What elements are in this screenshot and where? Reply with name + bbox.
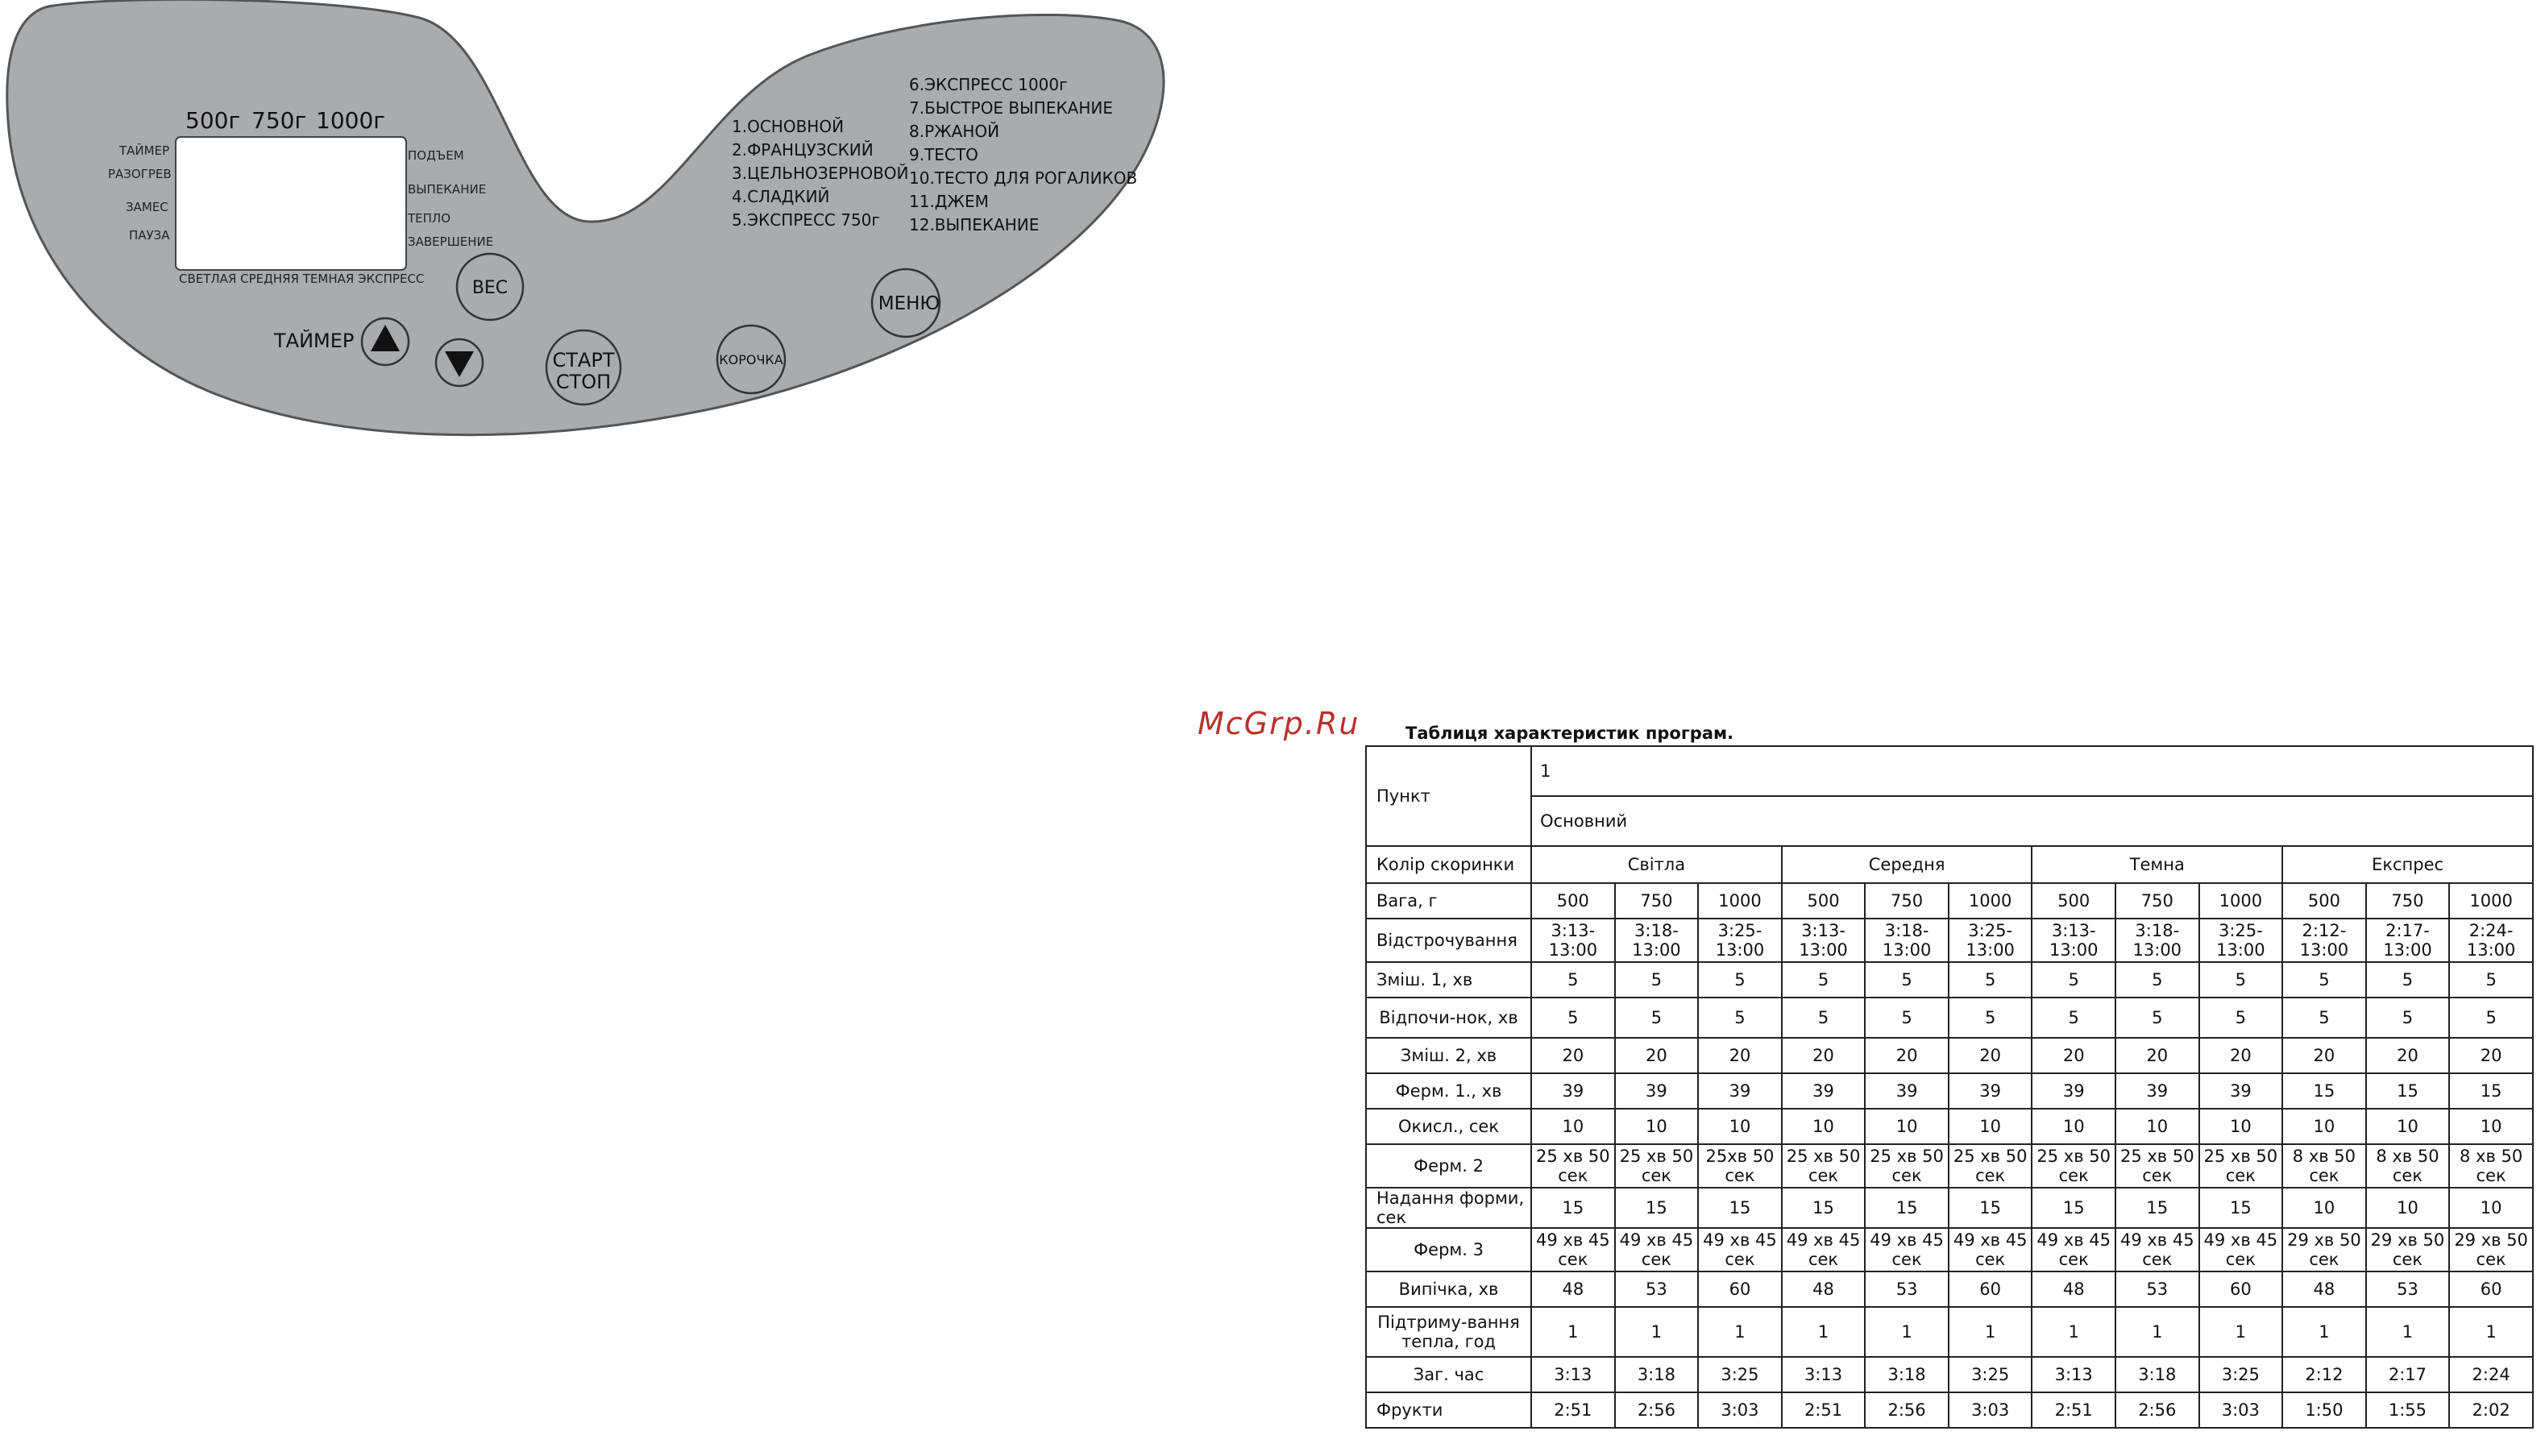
table-cell: 60 (1949, 1271, 2032, 1307)
table-cell: 2:17-13:00 (2366, 919, 2450, 962)
table-cell: 10 (1531, 1109, 1615, 1144)
item-number: 1 (1531, 746, 2533, 796)
table-cell: 1 (1782, 1307, 1866, 1357)
table-cell: 15 (2199, 1188, 2283, 1228)
start-stop-button[interactable] (546, 330, 621, 404)
program-item: 6.ЭКСПРЕСС 1000г (909, 75, 1068, 94)
table-cell: 5 (1615, 962, 1699, 998)
row-label: Окисл., сек (1366, 1109, 1531, 1144)
table-cell: 3:25 (1949, 1357, 2032, 1392)
table-cell: 1 (1531, 1307, 1615, 1357)
table-cell: 10 (2282, 1109, 2366, 1144)
row-label: Ферм. 2 (1366, 1144, 1531, 1188)
table-cell: 5 (2366, 962, 2450, 998)
table-cell: 49 хв 45 сек (1865, 1228, 1949, 1271)
table-cell: 5 (1615, 998, 1699, 1038)
table-cell: 3:13 (1531, 1357, 1615, 1392)
table-cell: 53 (1865, 1271, 1949, 1307)
table-cell: 500 (1782, 883, 1866, 919)
weight-button-label: ВЕС (471, 278, 509, 298)
table-cell: 1 (1698, 1307, 1782, 1357)
table-row (1366, 746, 2533, 796)
indicator-bake: ВЫПЕКАНИЕ (408, 182, 487, 197)
table-cell: 15 (1531, 1188, 1615, 1228)
table-cell: 49 хв 45 сек (1615, 1228, 1699, 1271)
row-label: Випічка, хв (1366, 1271, 1531, 1307)
table-cell: 25 хв 50 сек (2032, 1144, 2115, 1188)
weight-label-750: 750г (251, 107, 307, 134)
row-label: Відпочи-нок, хв (1366, 998, 1531, 1038)
table-cell: 5 (1865, 962, 1949, 998)
table-cell: 39 (1531, 1073, 1615, 1109)
table-cell: 25 хв 50 сек (1531, 1144, 1615, 1188)
table-cell: 49 хв 45 сек (2115, 1228, 2199, 1271)
table-cell: 29 хв 50 сек (2449, 1228, 2533, 1271)
table-cell: 10 (1865, 1109, 1949, 1144)
table-cell: 2:56 (1615, 1392, 1699, 1428)
table-cell: 3:03 (1698, 1392, 1782, 1428)
table-cell: 39 (1782, 1073, 1866, 1109)
table-cell: 3:13-13:00 (2032, 919, 2115, 962)
table-cell: 5 (2449, 998, 2533, 1038)
stop-label: СТОП (555, 371, 612, 393)
row-label: Ферм. 3 (1366, 1228, 1531, 1271)
indicator-rise: ПОДЪЕМ (408, 148, 464, 163)
table-cell: 3:13 (1782, 1357, 1866, 1392)
table-cell: 8 хв 50 сек (2366, 1144, 2450, 1188)
table-cell: 10 (2449, 1188, 2533, 1228)
table-row (1366, 1357, 2533, 1392)
program-item: 2.ФРАНЦУЗСКИЙ (732, 140, 874, 160)
table-cell: 1 (1615, 1307, 1699, 1357)
table-cell: 3:25-13:00 (1698, 919, 1782, 962)
table-cell: 3:18 (1865, 1357, 1949, 1392)
table-cell: 3:18-13:00 (1865, 919, 1949, 962)
program-item: 9.ТЕСТО (909, 145, 978, 164)
table-cell: 5 (2282, 962, 2366, 998)
table-cell: 3:13-13:00 (1531, 919, 1615, 962)
table-cell: 5 (2199, 962, 2283, 998)
table-row (1366, 1307, 2533, 1357)
weight-label-1000: 1000г (316, 107, 385, 134)
table-cell: 3:13-13:00 (1782, 919, 1866, 962)
table-cell: 5 (1782, 998, 1866, 1038)
table-cell: 10 (1949, 1109, 2032, 1144)
table-cell: 20 (1531, 1038, 1615, 1073)
menu-button-label: МЕНЮ (878, 293, 940, 314)
table-cell: 2:02 (2449, 1392, 2533, 1428)
indicator-done: ЗАВЕРШЕНИЕ (408, 234, 494, 249)
table-cell: 5 (1698, 962, 1782, 998)
table-row (1366, 796, 2533, 846)
weight-button[interactable] (457, 254, 523, 320)
table-cell: 5 (2032, 998, 2115, 1038)
lcd-display (176, 137, 406, 270)
table-cell: 10 (2449, 1109, 2533, 1144)
menu-button[interactable] (872, 269, 940, 337)
table-cell: 25 хв 50 сек (2115, 1144, 2199, 1188)
table-cell: 1000 (2199, 883, 2283, 919)
table-cell: 15 (2449, 1073, 2533, 1109)
table-cell: 3:18-13:00 (1615, 919, 1699, 962)
table-cell: 5 (2032, 962, 2115, 998)
table-cell: 2:12-13:00 (2282, 919, 2366, 962)
row-label: Підтриму-вання тепла, год (1366, 1307, 1531, 1357)
timer-down-button[interactable] (436, 339, 483, 386)
timer-up-button[interactable] (362, 318, 409, 365)
table-cell: 1 (1865, 1307, 1949, 1357)
row-label: Вага, г (1366, 883, 1531, 919)
table-cell: 25хв 50 сек (1698, 1144, 1782, 1188)
crust-group-header: Світла (1531, 846, 1782, 883)
table-row (1366, 846, 2533, 883)
program-item: 12.ВЫПЕКАНИЕ (909, 215, 1040, 234)
table-cell: 49 хв 45 сек (1531, 1228, 1615, 1271)
table-cell: 1 (2115, 1307, 2199, 1357)
table-cell: 1:55 (2366, 1392, 2450, 1428)
table-cell: 49 хв 45 сек (2199, 1228, 2283, 1271)
table-cell: 20 (1698, 1038, 1782, 1073)
program-item: 11.ДЖЕМ (909, 192, 989, 211)
table-cell: 25 хв 50 сек (2199, 1144, 2283, 1188)
table-cell: 3:03 (1949, 1392, 2032, 1428)
crust-color-label: Колір скоринки (1366, 846, 1531, 883)
table-cell: 48 (2032, 1271, 2115, 1307)
timer-label: ТАЙМЕР (274, 330, 355, 352)
table-cell: 25 хв 50 сек (1949, 1144, 2032, 1188)
table-cell: 1 (2199, 1307, 2283, 1357)
table-cell: 2:24 (2449, 1357, 2533, 1392)
table-cell: 49 хв 45 сек (1949, 1228, 2032, 1271)
table-cell: 1 (1949, 1307, 2032, 1357)
table-cell: 2:51 (1782, 1392, 1866, 1428)
table-cell: 3:13 (2032, 1357, 2115, 1392)
table-cell: 5 (2282, 998, 2366, 1038)
table-cell: 3:25 (1698, 1357, 1782, 1392)
table-cell: 2:51 (1531, 1392, 1615, 1428)
row-label: Відстрочування (1366, 919, 1531, 962)
table-cell: 20 (2366, 1038, 2450, 1073)
table-cell: 5 (2366, 998, 2450, 1038)
table-cell: 48 (1782, 1271, 1866, 1307)
table-cell: 10 (2115, 1109, 2199, 1144)
row-label: Зміш. 1, хв (1366, 962, 1531, 998)
table-row (1366, 1073, 2533, 1109)
table-cell: 3:18 (2115, 1357, 2199, 1392)
weight-label-500: 500г (185, 107, 241, 134)
watermark-text: McGrp.Ru (1198, 706, 1360, 741)
table-cell: 1000 (2449, 883, 2533, 919)
table-cell: 15 (2115, 1188, 2199, 1228)
table-cell: 1000 (1698, 883, 1782, 919)
table-cell: 10 (1698, 1109, 1782, 1144)
program-item: 4.СЛАДКИЙ (732, 187, 830, 206)
table-cell: 20 (2449, 1038, 2533, 1073)
table-cell: 5 (1782, 962, 1866, 998)
table-cell: 750 (2366, 883, 2450, 919)
table-cell: 60 (2199, 1271, 2283, 1307)
table-cell: 1000 (1949, 883, 2032, 919)
crust-color-labels: СВЕТЛАЯ СРЕДНЯЯ ТЕМНАЯ ЭКСПРЕСС (179, 272, 425, 286)
table-cell: 53 (2115, 1271, 2199, 1307)
table-cell: 3:25-13:00 (2199, 919, 2283, 962)
table-cell: 39 (2032, 1073, 2115, 1109)
indicator-warm: ТЕПЛО (408, 211, 451, 226)
table-cell: 1 (2032, 1307, 2115, 1357)
table-cell: 39 (1949, 1073, 2032, 1109)
crust-group-header: Експрес (2282, 846, 2533, 883)
program-name: Основний (1531, 796, 2533, 846)
table-cell: 39 (1698, 1073, 1782, 1109)
table-cell: 8 хв 50 сек (2449, 1144, 2533, 1188)
table-cell: 39 (2115, 1073, 2199, 1109)
table-row (1366, 998, 2533, 1038)
table-cell: 2:24-13:00 (2449, 919, 2533, 962)
table-cell: 10 (2032, 1109, 2115, 1144)
control-panel (0, 0, 1177, 451)
table-cell: 3:18 (1615, 1357, 1699, 1392)
table-cell: 750 (2115, 883, 2199, 919)
table-cell: 20 (1865, 1038, 1949, 1073)
table-cell: 2:17 (2366, 1357, 2450, 1392)
table-cell: 3:25-13:00 (1949, 919, 2032, 962)
table-cell: 2:12 (2282, 1357, 2366, 1392)
table-cell: 15 (2366, 1073, 2450, 1109)
table-cell: 15 (2032, 1188, 2115, 1228)
table-cell: 3:03 (2199, 1392, 2283, 1428)
table-cell: 5 (1865, 998, 1949, 1038)
start-label: СТАРТ (552, 349, 615, 371)
program-item: 10.ТЕСТО ДЛЯ РОГАЛИКОВ (909, 168, 1138, 188)
table-title: Таблиця характеристик програм. (1405, 724, 1734, 743)
table-cell: 15 (1698, 1188, 1782, 1228)
table-cell: 60 (2449, 1271, 2533, 1307)
indicator-knead: ЗАМЕС (126, 200, 168, 214)
table-cell: 20 (2032, 1038, 2115, 1073)
row-label: Зміш. 2, хв (1366, 1038, 1531, 1073)
table-row (1366, 883, 2533, 919)
table-cell: 10 (2199, 1109, 2283, 1144)
table-cell: 5 (2199, 998, 2283, 1038)
table-cell: 5 (1531, 962, 1615, 998)
table-cell: 2:56 (1865, 1392, 1949, 1428)
table-cell: 5 (2115, 998, 2199, 1038)
table-cell: 10 (1615, 1109, 1699, 1144)
table-cell: 39 (1615, 1073, 1699, 1109)
table-cell: 49 хв 45 сек (1782, 1228, 1866, 1271)
table-cell: 20 (2115, 1038, 2199, 1073)
table-row (1366, 962, 2533, 998)
row-label: Ферм. 1., хв (1366, 1073, 1531, 1109)
table-cell: 3:25 (2199, 1357, 2283, 1392)
table-cell: 25 хв 50 сек (1782, 1144, 1866, 1188)
table-cell: 5 (1531, 998, 1615, 1038)
table-cell: 15 (1615, 1188, 1699, 1228)
table-row (1366, 919, 2533, 962)
program-item: 1.ОСНОВНОЙ (732, 117, 845, 136)
table-cell: 750 (1865, 883, 1949, 919)
table-cell: 10 (2366, 1109, 2450, 1144)
table-row (1366, 1038, 2533, 1073)
program-characteristics-table (1365, 745, 2534, 1429)
table-cell: 500 (2032, 883, 2115, 919)
table-row (1366, 1228, 2533, 1271)
table-row (1366, 1271, 2533, 1307)
table-row (1366, 1188, 2533, 1228)
table-row (1366, 1144, 2533, 1188)
table-cell: 15 (1782, 1188, 1866, 1228)
table-cell: 53 (2366, 1271, 2450, 1307)
table-cell: 60 (1698, 1271, 1782, 1307)
table-cell: 500 (2282, 883, 2366, 919)
table-cell: 10 (2282, 1188, 2366, 1228)
crust-group-header: Середня (1782, 846, 2032, 883)
item-label: Пункт (1366, 746, 1531, 846)
table-cell: 1 (2449, 1307, 2533, 1357)
crust-button-label: КОРОЧКА (719, 352, 783, 367)
table-cell: 3:18-13:00 (2115, 919, 2199, 962)
row-label: Заг. час (1366, 1357, 1531, 1392)
table-cell: 10 (2366, 1188, 2450, 1228)
program-item: 5.ЭКСПРЕСС 750г (732, 210, 880, 230)
table-cell: 1 (2366, 1307, 2450, 1357)
crust-button[interactable] (717, 326, 785, 393)
table-cell: 20 (2199, 1038, 2283, 1073)
table-cell: 25 хв 50 сек (1865, 1144, 1949, 1188)
table-cell: 5 (1698, 998, 1782, 1038)
table-cell: 5 (1949, 998, 2032, 1038)
table-cell: 49 хв 45 сек (1698, 1228, 1782, 1271)
table-cell: 1:50 (2282, 1392, 2366, 1428)
table-cell: 39 (1865, 1073, 1949, 1109)
table-cell: 8 хв 50 сек (2282, 1144, 2366, 1188)
table-row (1366, 1109, 2533, 1144)
table-cell: 20 (1949, 1038, 2032, 1073)
table-cell: 500 (1531, 883, 1615, 919)
crust-group-header: Темна (2032, 846, 2282, 883)
table-cell: 29 хв 50 сек (2366, 1228, 2450, 1271)
table-cell: 750 (1615, 883, 1699, 919)
table-cell: 48 (2282, 1271, 2366, 1307)
table-cell: 10 (1782, 1109, 1866, 1144)
table-cell: 15 (1949, 1188, 2032, 1228)
table-row (1366, 1392, 2533, 1428)
table-cell: 48 (1531, 1271, 1615, 1307)
table-cell: 53 (1615, 1271, 1699, 1307)
indicator-pause: ПАУЗА (129, 228, 170, 243)
row-label: Надання форми, сек (1366, 1188, 1531, 1228)
table-cell: 5 (2115, 962, 2199, 998)
program-item: 3.ЦЕЛЬНОЗЕРНОВОЙ (732, 164, 909, 183)
table-cell: 15 (1865, 1188, 1949, 1228)
row-label: Фрукти (1366, 1392, 1531, 1428)
table-cell: 5 (1949, 962, 2032, 998)
table-cell: 29 хв 50 сек (2282, 1228, 2366, 1271)
program-item: 8.РЖАНОЙ (909, 122, 1000, 141)
table-cell: 20 (1615, 1038, 1699, 1073)
indicator-warmup: РАЗОГРЕВ (108, 167, 172, 181)
table-cell: 15 (2282, 1073, 2366, 1109)
table-cell: 39 (2199, 1073, 2283, 1109)
table-cell: 5 (2449, 962, 2533, 998)
program-item: 7.БЫСТРОЕ ВЫПЕКАНИЕ (909, 98, 1113, 118)
table-cell: 49 хв 45 сек (2032, 1228, 2115, 1271)
table-cell: 20 (2282, 1038, 2366, 1073)
table-cell: 2:56 (2115, 1392, 2199, 1428)
table-cell: 1 (2282, 1307, 2366, 1357)
indicator-timer: ТАЙМЕР (119, 143, 170, 158)
table-cell: 25 хв 50 сек (1615, 1144, 1699, 1188)
table-cell: 20 (1782, 1038, 1866, 1073)
table-cell: 2:51 (2032, 1392, 2115, 1428)
